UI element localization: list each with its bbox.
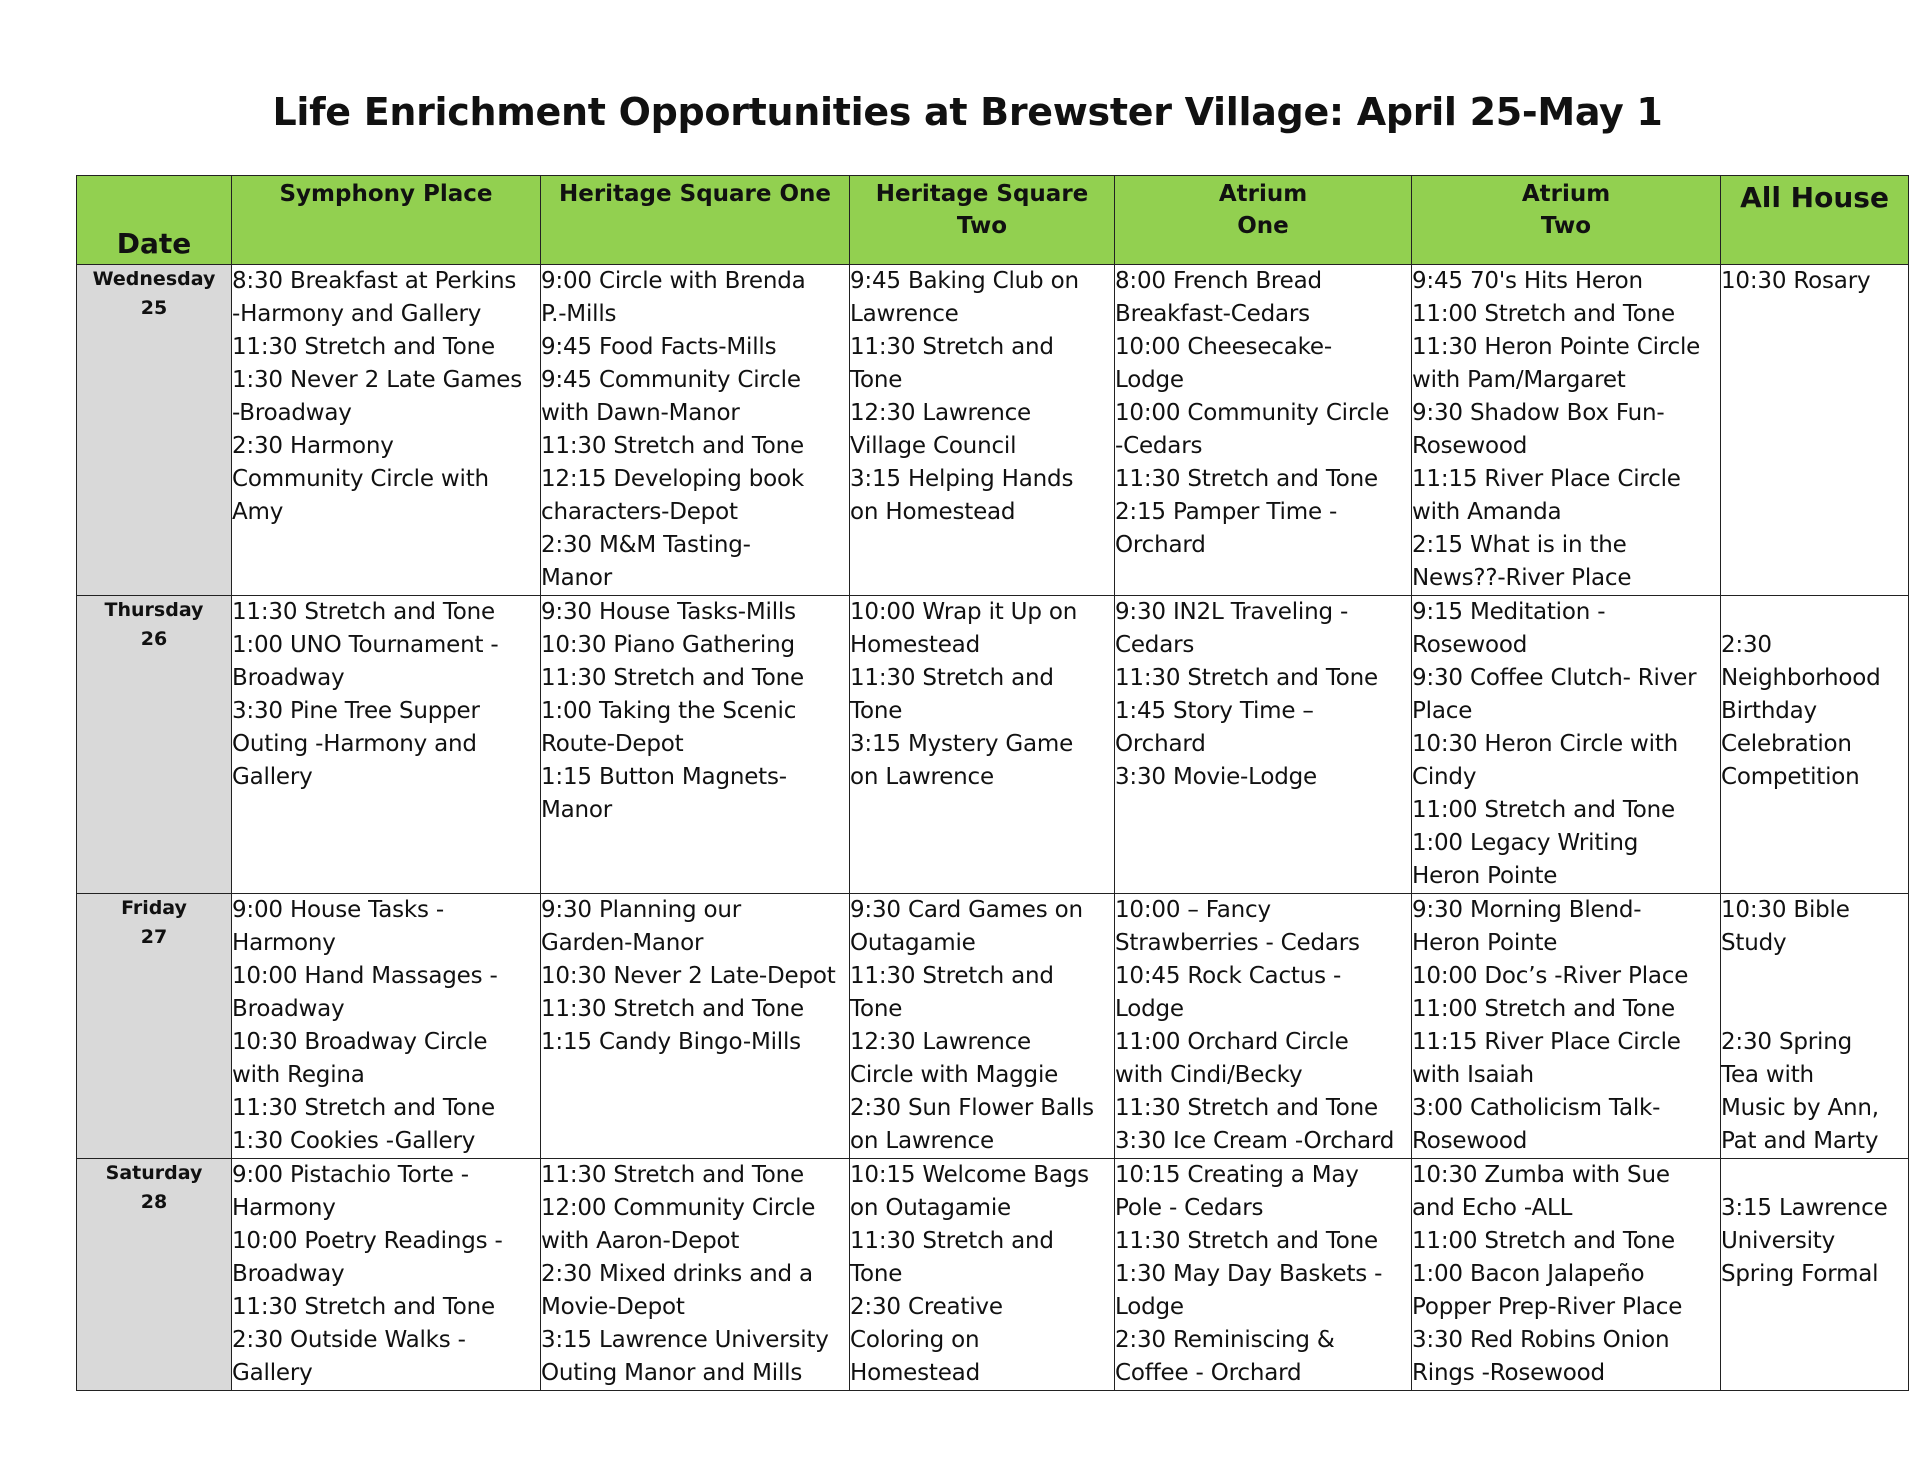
event-line: 10:30 Piano Gathering	[541, 632, 795, 658]
event-line: 12:30 Lawrence	[850, 1029, 1031, 1055]
event-line: 11:30 Stretch and Tone	[232, 1095, 495, 1121]
page-title: Life Enrichment Opportunities at Brewster Village: April 25-May 1	[272, 90, 1663, 134]
event-line: Rings -Rosewood	[1412, 1360, 1605, 1386]
event-line: 2:15 Pamper Time -	[1115, 499, 1338, 525]
cell-heritage-square-one	[541, 596, 850, 894]
date-cell	[77, 1159, 232, 1391]
event-line: 10:00 – Fancy	[1115, 897, 1271, 923]
event-line: Harmony	[232, 930, 336, 956]
event-line: 10:15 Welcome Bags	[850, 1162, 1089, 1188]
event-line: 11:00 Stretch and Tone	[1412, 1228, 1675, 1254]
event-line: 8:30 Breakfast at Perkins	[232, 268, 517, 294]
event-line: 10:00 Community Circle	[1115, 400, 1390, 426]
event-line: 11:30 Stretch and	[850, 963, 1054, 989]
event-line: Gallery	[232, 1360, 313, 1386]
event-line: 9:45 Baking Club on	[850, 268, 1079, 294]
event-line: 3:30 Pine Tree Supper	[232, 698, 480, 724]
event-line: Tone	[850, 1261, 903, 1287]
schedule-table	[76, 175, 1909, 1391]
cell-atrium-one	[1115, 1159, 1412, 1391]
event-line: 10:00 Cheesecake-	[1115, 334, 1332, 360]
event-line: Spring Formal	[1721, 1261, 1879, 1287]
event-line: 11:30 Stretch and Tone	[541, 433, 804, 459]
event-line: 1:30 May Day Baskets -	[1115, 1261, 1383, 1287]
event-line: Village Council	[850, 433, 1017, 459]
event-line: Manor	[541, 565, 613, 591]
event-line: University	[1721, 1228, 1836, 1254]
event-line: 11:30 Stretch and Tone	[541, 665, 804, 691]
event-line: 9:15 Meditation -	[1412, 599, 1606, 625]
date-day: Saturday	[105, 1162, 203, 1184]
event-line: with Aaron-Depot	[541, 1228, 740, 1254]
event-line: Amy	[232, 499, 284, 525]
event-line: Breakfast-Cedars	[1115, 301, 1310, 327]
row-saturday	[77, 1159, 1909, 1391]
cell-symphony-place	[232, 265, 541, 596]
event-line: Route-Depot	[541, 731, 684, 757]
event-line: Music by Ann,	[1721, 1095, 1879, 1121]
event-line: Broadway	[232, 665, 345, 691]
event-line: 3:15 Mystery Game	[850, 731, 1074, 757]
header-atrium-two	[1412, 176, 1721, 265]
cell-atrium-one	[1115, 894, 1412, 1159]
event-line: 10:15 Creating a May	[1115, 1162, 1359, 1188]
cell-symphony-place	[232, 1159, 541, 1391]
event-line: Homestead	[850, 632, 980, 658]
event-line: Birthday	[1721, 698, 1817, 724]
event-line: 11:30 Heron Pointe Circle	[1412, 334, 1701, 360]
event-line: Cindy	[1412, 764, 1477, 790]
event-line: 1:00 Legacy Writing	[1412, 830, 1639, 856]
event-line: Competition	[1721, 764, 1860, 790]
cell-all-house	[1721, 265, 1909, 596]
event-line: -Cedars	[1115, 433, 1203, 459]
event-line: 1:00 UNO Tournament -	[232, 632, 499, 658]
event-line: on Lawrence	[850, 764, 994, 790]
cell-atrium-two	[1412, 265, 1721, 596]
event-line: Lodge	[1115, 367, 1184, 393]
event-line: Cedars	[1115, 632, 1195, 658]
event-line: -Harmony and Gallery	[232, 301, 482, 327]
event-line: 3:15 Lawrence	[1721, 1195, 1888, 1221]
event-line: 9:30 Shadow Box Fun-	[1412, 400, 1665, 426]
cell-heritage-square-one	[541, 265, 850, 596]
event-line: Heron Pointe	[1412, 930, 1558, 956]
header-date: Date	[77, 176, 232, 265]
event-line: 2:30 Spring	[1721, 1029, 1852, 1055]
date-cell	[77, 596, 232, 894]
event-line	[1721, 993, 1908, 1026]
event-line: 11:30 Stretch and Tone	[541, 996, 804, 1022]
event-line: 11:30 Stretch and	[850, 334, 1054, 360]
event-line: 2:30 Mixed drinks and a	[541, 1261, 813, 1287]
event-line: Orchard	[1115, 532, 1206, 558]
row-friday	[77, 894, 1909, 1159]
event-line: 10:30 Bible	[1721, 897, 1850, 923]
event-line: Popper Prep-River Place	[1412, 1294, 1683, 1320]
event-line: 10:00 Doc’s -River Place	[1412, 963, 1689, 989]
row-thursday	[77, 596, 1909, 894]
cell-heritage-square-two	[850, 894, 1115, 1159]
event-line: Circle with Maggie	[850, 1062, 1059, 1088]
date-number: 28	[140, 1191, 168, 1213]
event-line: and Echo -ALL	[1412, 1195, 1573, 1221]
header-row	[77, 176, 1909, 265]
event-line: 2:15 What is in the	[1412, 532, 1627, 558]
event-line: with Cindi/Becky	[1115, 1062, 1303, 1088]
event-line: 11:30 Stretch and Tone	[1115, 1095, 1378, 1121]
event-line: Rosewood	[1412, 1128, 1528, 1154]
event-line: 11:00 Stretch and Tone	[1412, 301, 1675, 327]
event-line: P.-Mills	[541, 301, 617, 327]
event-line: Manor	[541, 797, 613, 823]
event-line: 11:15 River Place Circle	[1412, 1029, 1681, 1055]
event-line	[1721, 1159, 1908, 1192]
date-cell	[77, 894, 232, 1159]
event-line: 9:00 House Tasks -	[232, 897, 444, 923]
event-line: Tea with	[1721, 1062, 1814, 1088]
event-line: -Broadway	[232, 400, 352, 426]
event-line: 1:30 Never 2 Late Games	[232, 367, 523, 393]
event-line: 11:30 Stretch and	[850, 1228, 1054, 1254]
header-atrium-two-line1: Atrium	[1521, 181, 1611, 207]
cell-all-house	[1721, 596, 1909, 894]
event-line: 10:30 Never 2 Late-Depot	[541, 963, 836, 989]
event-line: Orchard	[1115, 731, 1206, 757]
event-line: Coloring on	[850, 1327, 980, 1353]
cell-atrium-two	[1412, 596, 1721, 894]
event-line: 9:00 Pistachio Torte -	[232, 1162, 469, 1188]
event-line: 3:30 Ice Cream -Orchard	[1115, 1128, 1395, 1154]
event-line: 11:30 Stretch and Tone	[232, 599, 495, 625]
event-line: Celebration	[1721, 731, 1852, 757]
event-line: 1:15 Candy Bingo-Mills	[541, 1029, 801, 1055]
event-line: 9:00 Circle with Brenda	[541, 268, 806, 294]
event-line: 11:30 Stretch and Tone	[1115, 665, 1378, 691]
cell-all-house	[1721, 1159, 1909, 1391]
event-line: Garden-Manor	[541, 930, 704, 956]
event-line: 11:30 Stretch and Tone	[232, 334, 495, 360]
event-line: 11:00 Stretch and Tone	[1412, 996, 1675, 1022]
cell-atrium-one	[1115, 596, 1412, 894]
event-line: 3:15 Lawrence University	[541, 1327, 829, 1353]
header-heritage-square-one: Heritage Square One	[541, 176, 850, 265]
event-line: 3:30 Movie-Lodge	[1115, 764, 1317, 790]
event-line: Gallery	[232, 764, 313, 790]
event-line: 2:30 Reminiscing &	[1115, 1327, 1335, 1353]
event-line: Homestead	[850, 1360, 980, 1386]
date-number: 27	[140, 926, 168, 948]
cell-heritage-square-two	[850, 1159, 1115, 1391]
event-line: Rosewood	[1412, 632, 1528, 658]
cell-heritage-square-two	[850, 596, 1115, 894]
event-line: Outing Manor and Mills	[541, 1360, 803, 1386]
event-line: 9:30 Planning our	[541, 897, 742, 923]
event-line: 11:30 Stretch and Tone	[1115, 1228, 1378, 1254]
header-atrium-two-line2: Two	[1540, 213, 1592, 239]
event-line: 2:30 Outside Walks -	[232, 1327, 466, 1353]
event-line: 11:30 Stretch and	[850, 665, 1054, 691]
cell-heritage-square-one	[541, 894, 850, 1159]
event-line: Harmony	[232, 1195, 336, 1221]
event-line: 10:30 Rosary	[1721, 268, 1871, 294]
event-line: 9:30 IN2L Traveling -	[1115, 599, 1349, 625]
row-wednesday	[77, 265, 1909, 596]
event-line: 11:00 Orchard Circle	[1115, 1029, 1349, 1055]
cell-all-house	[1721, 894, 1909, 1159]
event-line: 11:30 Stretch and Tone	[232, 1294, 495, 1320]
cell-symphony-place	[232, 894, 541, 1159]
event-line: Outing -Harmony and	[232, 731, 477, 757]
event-line: Tone	[850, 367, 903, 393]
event-line: 11:30 Stretch and Tone	[1115, 466, 1378, 492]
event-line: Strawberries - Cedars	[1115, 930, 1360, 956]
event-line: 10:30 Broadway Circle	[232, 1029, 488, 1055]
event-line: 10:00 Poetry Readings -	[232, 1228, 503, 1254]
event-line: Outagamie	[850, 930, 976, 956]
cell-heritage-square-one	[541, 1159, 850, 1391]
event-line: 2:30 Sun Flower Balls	[850, 1095, 1094, 1121]
event-line: on Lawrence	[850, 1128, 994, 1154]
date-number: 25	[140, 297, 168, 319]
event-line: 12:15 Developing book	[541, 466, 805, 492]
cell-atrium-two	[1412, 894, 1721, 1159]
event-line: 9:30 Coffee Clutch- River	[1412, 665, 1697, 691]
event-line: Broadway	[232, 1261, 345, 1287]
event-line: Community Circle with	[232, 466, 489, 492]
event-line	[1721, 596, 1908, 629]
event-line: Lodge	[1115, 996, 1184, 1022]
event-line: 8:00 French Bread	[1115, 268, 1322, 294]
event-line: Broadway	[232, 996, 345, 1022]
event-line: with Dawn-Manor	[541, 400, 740, 426]
event-line	[1721, 960, 1908, 993]
event-line: with Amanda	[1412, 499, 1562, 525]
event-line: Coffee - Orchard	[1115, 1360, 1302, 1386]
event-line: on Homestead	[850, 499, 1016, 525]
header-atrium-one	[1115, 176, 1412, 265]
event-line: Tone	[850, 698, 903, 724]
event-line: 2:30	[1721, 632, 1772, 658]
event-line: 1:15 Button Magnets-	[541, 764, 787, 790]
event-line: with Regina	[232, 1062, 365, 1088]
event-line: with Pam/Margaret	[1412, 367, 1626, 393]
cell-atrium-one	[1115, 265, 1412, 596]
event-line: Lawrence	[850, 301, 959, 327]
event-line: 10:00 Wrap it Up on	[850, 599, 1078, 625]
event-line: 12:00 Community Circle	[541, 1195, 816, 1221]
header-atrium-one-line1: Atrium	[1218, 181, 1308, 207]
event-line: Lodge	[1115, 1294, 1184, 1320]
event-line: 11:00 Stretch and Tone	[1412, 797, 1675, 823]
event-line: 3:00 Catholicism Talk-	[1412, 1095, 1661, 1121]
event-line: Tone	[850, 996, 903, 1022]
header-symphony-place: Symphony Place	[232, 176, 541, 265]
event-line: 9:45 70's Hits Heron	[1412, 268, 1643, 294]
event-line: 1:00 Taking the Scenic	[541, 698, 797, 724]
event-line: 3:15 Helping Hands	[850, 466, 1074, 492]
event-line: 12:30 Lawrence	[850, 400, 1031, 426]
event-line: with Isaiah	[1412, 1062, 1534, 1088]
event-line: Movie-Depot	[541, 1294, 685, 1320]
event-line: 10:00 Hand Massages -	[232, 963, 498, 989]
header-heritage-square-two: Heritage Square Two	[850, 176, 1115, 265]
event-line: 3:30 Red Robins Onion	[1412, 1327, 1670, 1353]
event-line: 11:15 River Place Circle	[1412, 466, 1681, 492]
header-all-house: All House	[1721, 176, 1909, 265]
event-line: characters-Depot	[541, 499, 738, 525]
event-line: 9:45 Community Circle	[541, 367, 801, 393]
event-line: 2:30 Creative	[850, 1294, 1003, 1320]
event-line: 2:30 M&M Tasting-	[541, 532, 751, 558]
event-line: Heron Pointe	[1412, 863, 1558, 889]
date-day: Thursday	[104, 599, 204, 621]
event-line: 9:30 House Tasks-Mills	[541, 599, 796, 625]
event-line: Neighborhood	[1721, 665, 1881, 691]
event-line: 9:30 Card Games on	[850, 897, 1083, 923]
event-line: 10:45 Rock Cactus -	[1115, 963, 1342, 989]
cell-symphony-place	[232, 596, 541, 894]
event-line: 1:30 Cookies -Gallery	[232, 1128, 476, 1154]
date-number: 26	[140, 628, 168, 650]
event-line: 9:30 Morning Blend-	[1412, 897, 1642, 923]
header-atrium-one-line2: One	[1237, 213, 1289, 239]
date-day: Friday	[121, 897, 187, 919]
date-cell	[77, 265, 232, 596]
event-line: 2:30 Harmony	[232, 433, 394, 459]
event-line: Rosewood	[1412, 433, 1528, 459]
event-line: News??-River Place	[1412, 565, 1632, 591]
event-line: Pole - Cedars	[1115, 1195, 1264, 1221]
event-line: Place	[1412, 698, 1473, 724]
cell-heritage-square-two	[850, 265, 1115, 596]
event-line: 9:45 Food Facts-Mills	[541, 334, 777, 360]
event-line: 1:00 Bacon Jalapeño	[1412, 1261, 1645, 1287]
event-line: 10:30 Heron Circle with	[1412, 731, 1679, 757]
event-line: Pat and Marty	[1721, 1128, 1879, 1154]
cell-atrium-two	[1412, 1159, 1721, 1391]
event-line: 11:30 Stretch and Tone	[541, 1162, 804, 1188]
date-day: Wednesday	[92, 268, 216, 290]
event-line: on Outagamie	[850, 1195, 1011, 1221]
event-line: 1:45 Story Time –	[1115, 698, 1314, 724]
event-line: 10:30 Zumba with Sue	[1412, 1162, 1670, 1188]
event-line: Study	[1721, 930, 1787, 956]
